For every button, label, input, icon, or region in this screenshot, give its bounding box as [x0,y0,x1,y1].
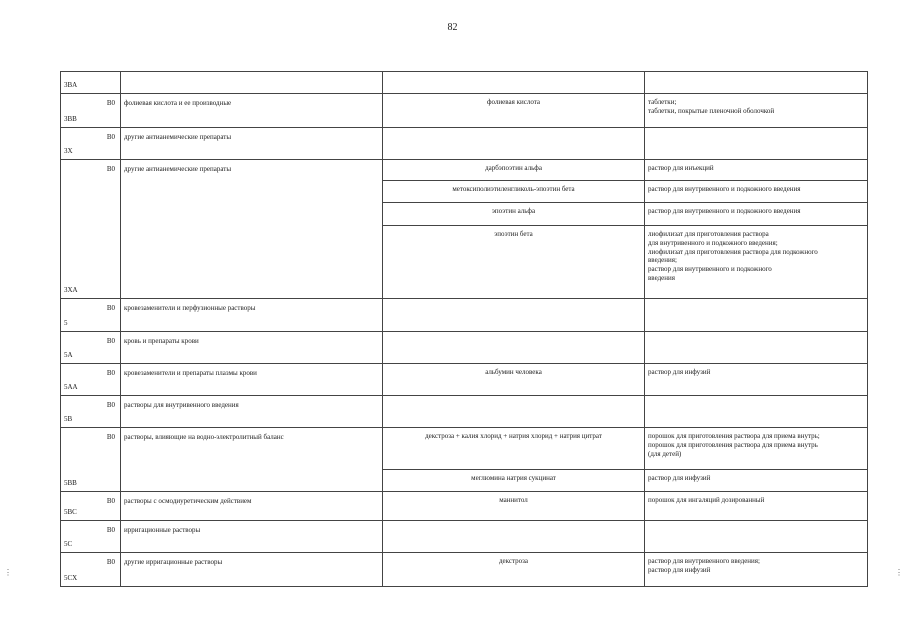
atc-code: 5BB [64,479,77,488]
group-name-cell: растворы, влияющие на водно-электролитный баланс [121,428,383,492]
dosage-form-cell [645,299,868,332]
table-row [61,72,868,94]
dosage-form-line: раствор для инъекций [648,164,714,172]
dosage-form-line: лиофилизат для приготовления раствора для подкожного [648,247,818,256]
table-row [61,521,868,553]
atc-code-cell [61,332,121,364]
table-row [61,553,868,587]
code-prefix: B0 [106,497,115,505]
dosage-form-cell [645,94,868,128]
dosage-form-cell [645,492,868,521]
dosage-form-line: раствор для инфузий [648,474,711,482]
ingredient-cell [383,72,645,94]
ingredient-cell [383,299,645,332]
dosage-form-line: лиофилизат для приготовления раствора [648,230,769,238]
drug-classification-table [60,71,868,587]
dosage-form-line: раствор для внутривенного и подкожного [648,265,772,273]
atc-code: 5AA [64,383,78,392]
dosage-form-line: раствор для внутривенного и подкожного введения [648,185,801,193]
table-row [61,428,868,470]
dosage-form-line: раствор для внутривенного и подкожного введения [648,207,801,215]
code-prefix: B0 [106,304,115,312]
dosage-form-cell [645,364,868,396]
atc-code-cell [61,521,121,553]
dosage-form-cell [645,203,868,226]
ingredient-cell: дарбэпоэтин альфа [383,160,645,181]
dosage-form-cell [645,396,868,428]
dosage-form-line: порошок для ингаляций дозированный [648,496,765,504]
dosage-form-line: введения; [648,256,677,265]
dosage-form-line: таблетки; [648,98,677,106]
ingredient-cell: декстроза + калия хлорид + натрия хлорид + натрия цитрат [383,428,645,470]
atc-code: 5 [64,319,68,328]
dosage-form-line: порошок для приготовления раствора для приема внутрь [648,440,818,449]
code-prefix: B0 [106,433,115,441]
dosage-form-line: порошок для приготовления раствора для приема внутрь; [648,432,820,440]
ingredient-cell: фолиевая кислота [383,94,645,128]
group-name-cell [121,72,383,94]
ingredient-cell: маннитол [383,492,645,521]
group-name-cell: кровезаменители и перфузионные растворы [121,299,383,332]
atc-code: 3BB [64,115,77,124]
atc-code-cell [61,128,121,160]
ingredient-cell: декстроза [383,553,645,587]
dosage-form-line: таблетки, покрытые пленочной оболочкой [648,106,775,115]
group-name-cell: другие ирригационные растворы [121,553,383,587]
ingredient-cell: меглюмина натрия сукцинат [383,470,645,492]
dosage-form-line: раствор для инфузий [648,368,711,376]
dosage-form-cell [645,181,868,203]
dosage-form-line: (для детей) [648,449,682,458]
ingredient-cell [383,332,645,364]
group-name-cell: фолиевая кислота и ее производные [121,94,383,128]
code-prefix: B0 [106,526,115,534]
table-row [61,492,868,521]
code-prefix: B0 [106,558,115,566]
atc-code-cell [61,299,121,332]
ingredient-cell: эпоэтин альфа [383,203,645,226]
dosage-form-line: раствор для внутривенного введения; [648,557,760,565]
ingredient-cell [383,128,645,160]
dosage-form-cell [645,553,868,587]
dosage-form-cell [645,470,868,492]
code-prefix: B0 [106,133,115,141]
group-name-cell: другие антианемические препараты [121,160,383,299]
group-name-cell: ирригационные растворы [121,521,383,553]
code-prefix: B0 [106,337,115,345]
dosage-form-cell [645,160,868,181]
group-name-cell: кровь и препараты крови [121,332,383,364]
dosage-form-line: введения [648,273,675,282]
dosage-form-cell [645,521,868,553]
right-edge-mark: ⋮ [895,568,903,577]
table-body [61,72,868,587]
code-prefix: B0 [106,369,115,377]
atc-code: 3XA [64,286,78,295]
atc-code-cell [61,72,121,94]
atc-code-cell [61,160,121,299]
code-prefix: B0 [106,165,115,173]
atc-code: 5BC [64,508,77,517]
atc-code: 5B [64,415,73,424]
atc-code-cell [61,428,121,492]
left-edge-mark: ⋮ [4,568,12,577]
group-name-cell: растворы с осмодиуретическим действием [121,492,383,521]
atc-code-cell [61,396,121,428]
atc-code-cell [61,94,121,128]
code-prefix: B0 [106,99,115,107]
dosage-form-cell [645,428,868,470]
code-prefix: B0 [106,401,115,409]
table-row [61,332,868,364]
atc-code: 5C [64,540,73,549]
table-row [61,396,868,428]
dosage-form-cell [645,226,868,299]
ingredient-cell [383,396,645,428]
ingredient-cell: метоксиполиэтиленгликоль-эпоэтин бета [383,181,645,203]
dosage-form-line: для внутривенного и подкожного введения; [648,238,778,247]
dosage-form-cell [645,128,868,160]
dosage-form-cell [645,72,868,94]
atc-code: 3BA [64,81,78,90]
table-row [61,299,868,332]
atc-code-cell [61,553,121,587]
page-number: 82 [447,22,458,33]
atc-code-cell [61,364,121,396]
table-row [61,364,868,396]
atc-code-cell [61,492,121,521]
ingredient-cell: эпоэтин бета [383,226,645,299]
group-name-cell: другие антианемические препараты [121,128,383,160]
atc-code: 3X [64,147,73,156]
atc-code: 5CX [64,574,78,583]
ingredient-cell: альбумин человека [383,364,645,396]
ingredient-cell [383,521,645,553]
group-name-cell: кровезаменители и препараты плазмы крови [121,364,383,396]
table-row [61,160,868,181]
table-row [61,128,868,160]
dosage-form-line: раствор для инфузий [648,565,711,574]
group-name-cell: растворы для внутривенного введения [121,396,383,428]
dosage-form-cell [645,332,868,364]
table-row [61,94,868,128]
atc-code: 5A [64,351,73,360]
